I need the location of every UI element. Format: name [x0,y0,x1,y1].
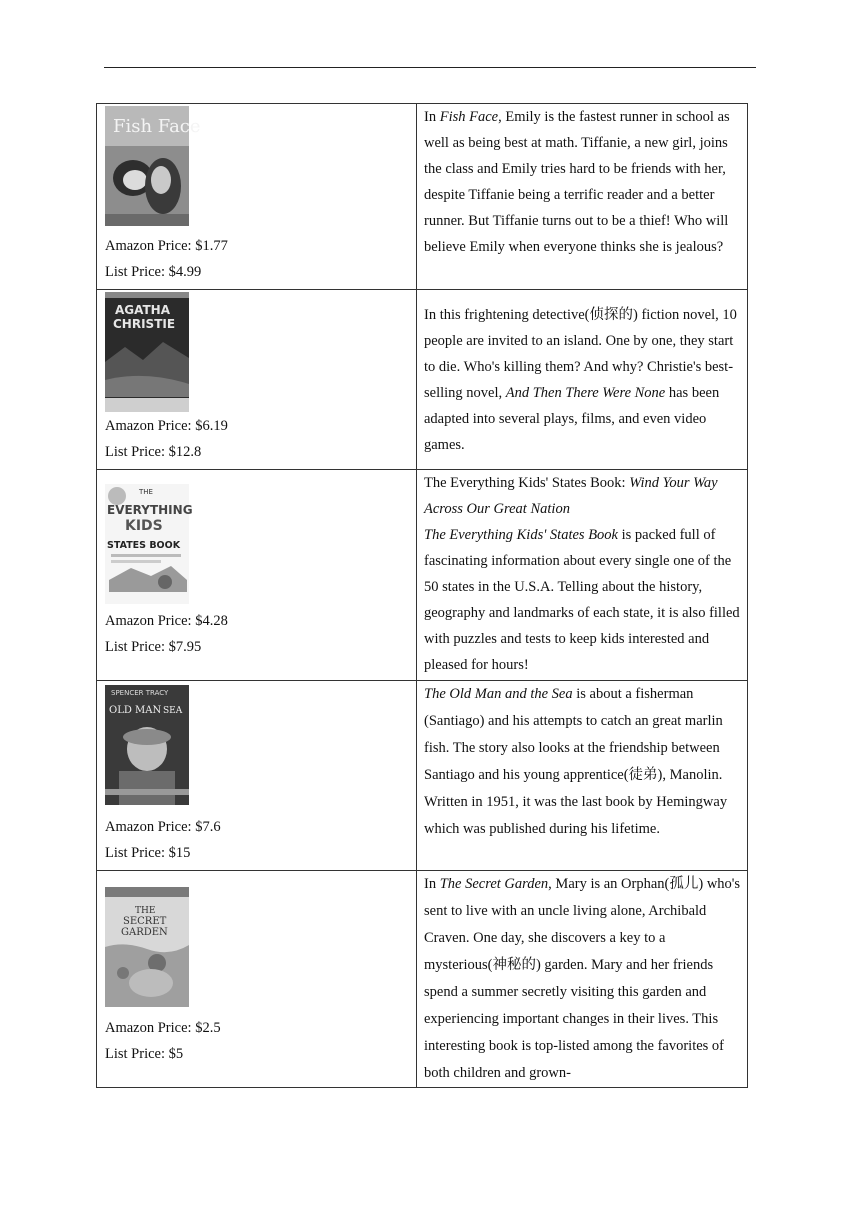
book-title: The Secret Garden [439,876,549,892]
amazon-price: Amazon Price: $1.77 [105,238,228,254]
fish-face-cover-icon [105,106,201,226]
svg-text:KIDS: KIDS [125,518,163,534]
book-title: Fish Face [439,109,499,125]
book-info-cell [97,104,417,290]
table-row [97,871,748,1088]
list-price: List Price: $15 [105,845,191,861]
table-row [97,104,748,290]
book-description [417,871,748,1088]
desc-text: is about a fisherman (Santiago) and his attempts to catch an great marlin fish. The story also looks at the friendship between Santiago and his young apprentice(徒弟), Manolin. Written in 1951, it was the last book by Hemingway which was published during his lifetime. [424,686,728,837]
svg-text:SPENCER TRACY: SPENCER TRACY [111,689,169,697]
book-description [417,290,748,470]
list-price: List Price: $12.8 [105,444,202,460]
svg-text:AGATHA: AGATHA [115,303,171,317]
desc-text: is packed full of fascinating information about every single one of the 50 states in the U.S.A. Telling about the history, geography and landmarks of each state, it is also filled with puzzles and tests to keep kids interested and pleased for hours! [424,527,740,673]
desc-text: , Mary is an Orphan(孤儿) who's sent to live with an uncle living alone, Archibald Craven. One day, she discovers a key to a mysterious(神秘的) garden. Mary and her friends spend a summer secretly visiting this garden and experiencing important changes in their lives. This interesting book is top-listed among the favorites of both children and grown- [424,876,741,1081]
book-description [417,104,748,290]
secret-garden-cover-icon [105,887,189,1007]
book-info-cell [97,871,417,1088]
header-rule [104,67,756,68]
book-info-cell [97,470,417,681]
svg-text:SEA: SEA [163,706,183,716]
old-man-and-the-sea-cover-icon [105,685,189,805]
svg-text:CHRISTIE: CHRISTIE [113,317,176,331]
amazon-price: Amazon Price: $6.19 [105,418,228,434]
svg-text:OLD MAN: OLD MAN [109,705,162,716]
amazon-price: Amazon Price: $7.6 [105,819,221,835]
svg-text:Fish Face: Fish Face [113,116,201,137]
desc-text: In this frightening detective(侦探的) fiction novel, 10 people are invited to an island. One by one, they start to die. Who's killing them? And why? Christie's best-selling novel, [424,307,737,401]
book-title: The Everything Kids' States Book [424,527,618,543]
book-subtitle: Wind Your Way Across Our Great Nation [424,475,718,517]
svg-text:STATES BOOK: STATES BOOK [107,540,181,551]
agatha-christie-cover-icon [105,292,189,412]
table-row [97,290,748,470]
desc-text: In [424,876,440,892]
everything-kids-states-book-cover-icon [105,484,193,604]
amazon-price: Amazon Price: $4.28 [105,613,228,629]
book-title: And Then There Were None [505,385,666,401]
list-price: List Price: $4.99 [105,264,202,280]
table-row [97,681,748,871]
svg-text:THE: THE [135,906,156,916]
svg-text:THE: THE [139,488,153,496]
book-description [417,470,748,681]
desc-text: has been adapted into several plays, films, and even video games. [424,385,720,453]
list-price: List Price: $5 [105,1046,184,1062]
svg-text:GARDEN: GARDEN [121,927,168,938]
svg-text:SECRET: SECRET [123,916,167,927]
svg-text:EVERYTHING: EVERYTHING [107,503,193,517]
table-row [97,470,748,681]
amazon-price: Amazon Price: $2.5 [105,1020,221,1036]
book-description [417,681,748,871]
list-price: List Price: $7.95 [105,639,202,655]
book-table [96,103,748,1088]
desc-text: In [424,109,440,125]
desc-heading: The Everything Kids' States Book: [424,475,630,491]
book-title: The Old Man and the Sea [424,686,573,702]
book-info-cell [97,290,417,470]
desc-text: , Emily is the fastest runner in school as well as being best at math. Tiffanie, a new girl, joins the class and Emily tries hard to be friends with her, despite Tiffanie being a terrific reader and a better runner. But Tiffanie turns out to be a thief! Who will believe Emily when everyone thinks she is jealous? [424,109,730,255]
book-info-cell [97,681,417,871]
